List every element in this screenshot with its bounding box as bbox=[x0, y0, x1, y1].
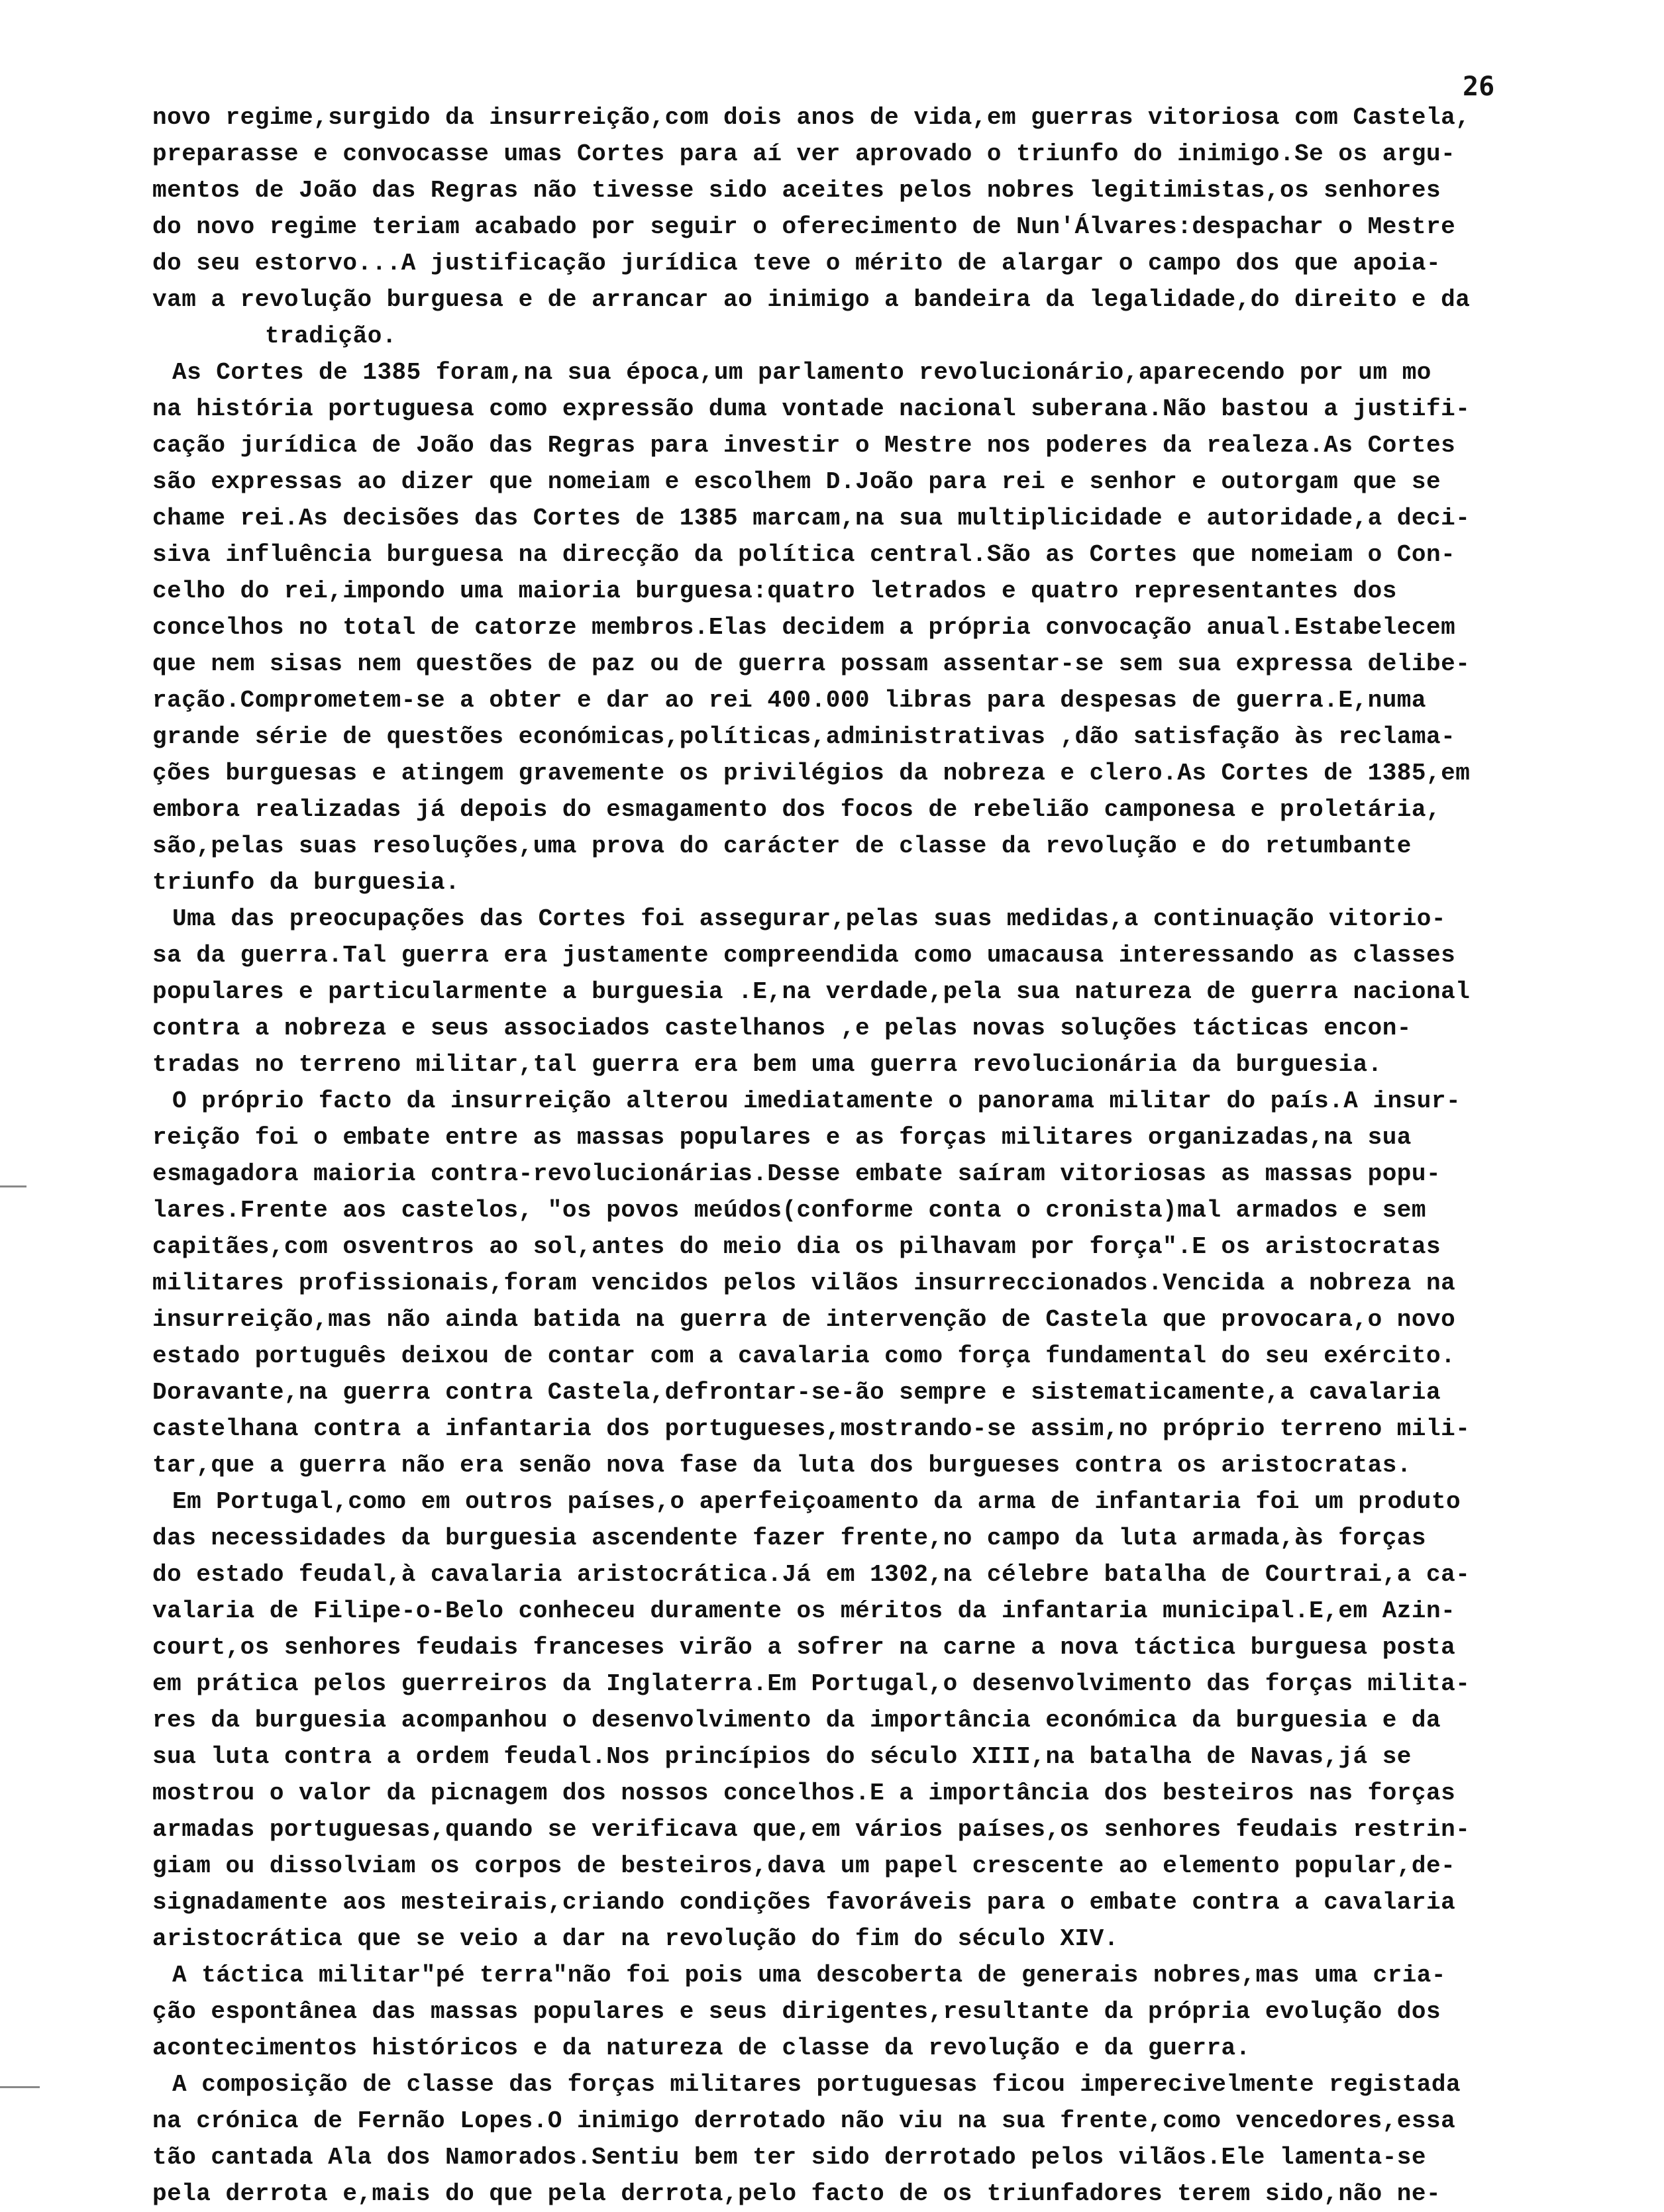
text-line: pela derrota e,mais do que pela derrota,pelo facto de os triunfadores terem sido,não ne- bbox=[152, 2180, 1441, 2207]
text-line: na história portuguesa como expressão duma vontade nacional suberana.Não bastou a justifi- bbox=[152, 395, 1471, 423]
text-line: capitães,com osventros ao sol,antes do meio dia os pilhavam por força".E os aristocratas bbox=[152, 1233, 1441, 1260]
text-line: A composição de classe das forças militares portuguesas ficou imperecivelmente registada bbox=[172, 2071, 1461, 2098]
text-line: preparasse e convocasse umas Cortes para aí ver aprovado o triunfo do inimigo.Se os argu- bbox=[152, 140, 1456, 168]
text-line: ções burguesas e atingem gravemente os privilégios da nobreza e clero.As Cortes de 1385,em bbox=[152, 760, 1471, 787]
text-line: aristocrática que se veio a dar na revolução do fim do século XIV. bbox=[152, 1925, 1119, 1952]
text-line: acontecimentos históricos e da natureza de classe da revolução e da guerra. bbox=[152, 2035, 1251, 2062]
text-line: siva influência burguesa na direcção da política central.São as Cortes que nomeiam o Con- bbox=[152, 541, 1456, 568]
scan-margin-mark bbox=[0, 1185, 26, 1187]
text-line: signadamente aos mesteirais,criando condições favoráveis para o embate contra a cavalaria bbox=[152, 1889, 1456, 1916]
text-line: concelhos no total de catorze membros.Elas decidem a própria convocação anual.Estabelecem bbox=[152, 614, 1456, 641]
text-line: tradas no terreno militar,tal guerra era bem uma guerra revolucionária da burguesia. bbox=[152, 1051, 1382, 1078]
text-line: O próprio facto da insurreição alterou imediatamente o panorama militar do país.A insur- bbox=[172, 1087, 1461, 1115]
text-line: que nem sisas nem questões de paz ou de guerra possam assentar-se sem sua expressa delibe- bbox=[152, 650, 1471, 678]
text-line: celho do rei,impondo uma maioria burguesa:quatro letrados e quatro representantes dos bbox=[152, 578, 1397, 605]
text-line: cação jurídica de João das Regras para investir o Mestre nos poderes da realeza.As Cortes bbox=[152, 432, 1456, 459]
text-line: tradição. bbox=[265, 323, 397, 350]
text-line: embora realizadas já depois do esmagamento dos focos de rebelião camponesa e proletária, bbox=[152, 796, 1441, 823]
text-line: castelhana contra a infantaria dos portugueses,mostrando-se assim,no próprio terreno mili- bbox=[152, 1415, 1471, 1442]
text-line: triunfo da burguesia. bbox=[152, 869, 460, 896]
text-line: insurreição,mas não ainda batida na guerra de intervenção de Castela que provocara,o novo bbox=[152, 1306, 1456, 1333]
text-line: ração.Comprometem-se a obter e dar ao rei 400.000 libras para despesas de guerra.E,numa bbox=[152, 687, 1427, 714]
text-line: do novo regime teriam acabado por seguir o oferecimento de Nun'Álvares:despachar o Mestre bbox=[152, 213, 1456, 240]
text-line: tar,que a guerra não era senão nova fase da luta dos burgueses contra os aristocratas. bbox=[152, 1452, 1412, 1479]
text-line: chame rei.As decisões das Cortes de 1385 marcam,na sua multiplicidade e autoridade,a deci- bbox=[152, 505, 1471, 532]
text-line: do estado feudal,à cavalaria aristocrática.Já em 1302,na célebre batalha de Courtrai,a ca- bbox=[152, 1561, 1471, 1588]
text-line: ção espontânea das massas populares e seus dirigentes,resultante da própria evolução dos bbox=[152, 1998, 1441, 2025]
text-line: militares profissionais,foram vencidos pelos vilãos insurreccionados.Vencida a nobreza na bbox=[152, 1270, 1456, 1297]
text-line: A táctica militar"pé terra"não foi pois uma descoberta de generais nobres,mas uma cria- bbox=[172, 1962, 1447, 1989]
text-line: giam ou dissolviam os corpos de besteiros,dava um papel crescente ao elemento popular,de- bbox=[152, 1852, 1456, 1880]
text-line: vam a revolução burguesa e de arrancar ao inimigo a bandeira da legalidade,do direito e da bbox=[152, 286, 1471, 313]
body-text bbox=[152, 99, 1596, 2212]
text-line: As Cortes de 1385 foram,na sua época,um parlamento revolucionário,aparecendo por um mo bbox=[172, 359, 1431, 386]
text-line: esmagadora maioria contra-revolucionárias.Desse embate saíram vitoriosas as massas popu- bbox=[152, 1160, 1441, 1187]
text-line: contra a nobreza e seus associados castelhanos ,e pelas novas soluções tácticas encon- bbox=[152, 1015, 1412, 1042]
scan-margin-mark bbox=[0, 2086, 40, 2088]
text-line: reição foi o embate entre as massas populares e as forças militares organizadas,na sua bbox=[152, 1124, 1412, 1151]
text-line: em prática pelos guerreiros da Inglaterra.Em Portugal,o desenvolvimento das forças milita- bbox=[152, 1670, 1471, 1697]
text-line: court,os senhores feudais franceses virão a sofrer na carne a nova táctica burguesa posta bbox=[152, 1634, 1456, 1661]
text-line: Doravante,na guerra contra Castela,defrontar-se-ão sempre e sistematicamente,a cavalaria bbox=[152, 1379, 1441, 1406]
text-line: res da burguesia acompanhou o desenvolvimento da importância económica da burguesia e da bbox=[152, 1707, 1441, 1734]
text-line: grande série de questões económicas,políticas,administrativas ,dão satisfação às reclama- bbox=[152, 723, 1456, 750]
text-line: Em Portugal,como em outros países,o aperfeiçoamento da arma de infantaria foi um produto bbox=[172, 1488, 1461, 1515]
text-line: são,pelas suas resoluções,uma prova do carácter de classe da revolução e do retumbante bbox=[152, 832, 1412, 860]
text-line: armadas portuguesas,quando se verificava que,em vários países,os senhores feudais restrin- bbox=[152, 1816, 1471, 1843]
text-line: lares.Frente aos castelos, "os povos meúdos(conforme conta o cronista)mal armados e sem bbox=[152, 1197, 1427, 1224]
text-line: sua luta contra a ordem feudal.Nos princípios do século XIII,na batalha de Navas,já se bbox=[152, 1743, 1412, 1770]
text-line: são expressas ao dizer que nomeiam e escolhem D.João para rei e senhor e outorgam que se bbox=[152, 468, 1441, 495]
text-line: valaria de Filipe-o-Belo conheceu duramente os méritos da infantaria municipal.E,em Azin- bbox=[152, 1597, 1456, 1625]
page-number: 26 bbox=[1463, 72, 1495, 102]
text-line: na crónica de Fernão Lopes.O inimigo derrotado não viu na sua frente,como vencedores,essa bbox=[152, 2107, 1456, 2135]
text-line: Uma das preocupações das Cortes foi assegurar,pelas suas medidas,a continuação vitorio- bbox=[172, 905, 1447, 932]
text-line: das necessidades da burguesia ascendente fazer frente,no campo da luta armada,às forças bbox=[152, 1525, 1427, 1552]
text-line: novo regime,surgido da insurreição,com dois anos de vida,em guerras vitoriosa com Castela, bbox=[152, 104, 1471, 131]
text-line: do seu estorvo...A justificação jurídica teve o mérito de alargar o campo dos que apoia- bbox=[152, 250, 1441, 277]
text-line: mentos de João das Regras não tivesse sido aceites pelos nobres legitimistas,os senhores bbox=[152, 177, 1441, 204]
text-line: mostrou o valor da picnagem dos nossos concelhos.E a importância dos besteiros nas forças bbox=[152, 1780, 1456, 1807]
text-line: populares e particularmente a burguesia .E,na verdade,pela sua natureza de guerra nacional bbox=[152, 978, 1471, 1005]
text-line: sa da guerra.Tal guerra era justamente compreendida como umacausa interessando as classes bbox=[152, 942, 1456, 969]
text-line: estado português deixou de contar com a cavalaria como força fundamental do seu exército. bbox=[152, 1342, 1456, 1370]
text-line: tão cantada Ala dos Namorados.Sentiu bem ter sido derrotado pelos vilãos.Ele lamenta-se bbox=[152, 2144, 1427, 2171]
